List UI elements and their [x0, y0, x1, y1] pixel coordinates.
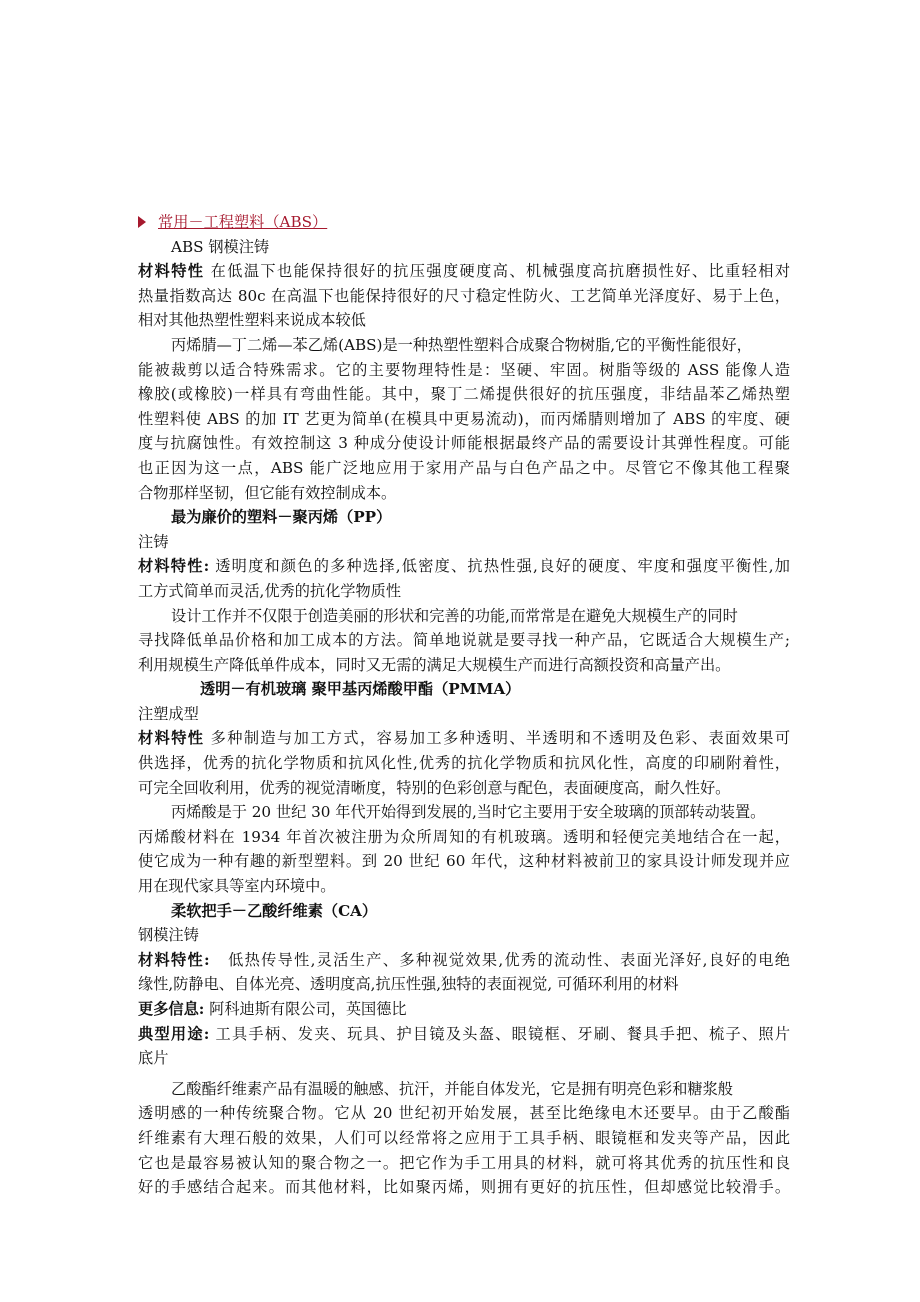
abs-heading-link[interactable]: [138, 210, 790, 235]
pp-props-label: 材料特性:: [138, 557, 210, 576]
ca-more-label: 更多信息:: [138, 1000, 205, 1018]
ca-use-label: 典型用途:: [138, 1024, 210, 1043]
abs-props-line-2: 热量指数高达 80c 在高温下也能保持很好的尺寸稳定性防火、工艺简单光泽度好、易于上色，: [138, 286, 790, 305]
pp-process: 注铸: [138, 532, 169, 551]
pmma-props-label: 材料特性: [138, 729, 205, 748]
ca-props-line-1: 材料特性: 低热传导性,灵活生产、多种视觉效果,优秀的流动性、表面光泽好,良好的电绝: [138, 950, 790, 969]
pp-desc-line-2: 寻找降低单品价格和加工成本的方法。简单地说就是要寻找一种产品，它既适合大规模生产;: [138, 631, 790, 650]
abs-props-line-1: 材料特性 在低温下也能保持很好的抗压强度硬度高、机械强度高抗磨损性好、比重轻相对: [138, 262, 790, 281]
abs-desc-line-1: 丙烯腈—丁二烯—苯乙烯(ABS)是一种热塑性塑料合成聚合物树脂,它的平衡性能很好，: [171, 335, 752, 354]
ca-title: 柔软把手－乙酸纤维素（CA）: [171, 901, 378, 920]
ca-more-line: 更多信息: 阿科迪斯有限公司，英国德比: [138, 1000, 407, 1018]
abs-desc-line-7: 合物那样坚韧，但它能有效控制成本。: [138, 483, 397, 502]
pmma-props-line-1: 材料特性 多种制造与加工方式，容易加工多种透明、半透明和不透明及色彩、表面效果可: [138, 729, 790, 748]
ca-props-line-2: 缘性,防静电、自体光亮、透明度高,抗压性强,独特的表面视觉, 可循环利用的材料: [138, 975, 679, 994]
abs-desc-line-3: 橡胶(或橡胶)一样具有弯曲性能。其中，聚丁二烯提供很好的抗压强度，非结晶苯乙烯热塑: [138, 385, 790, 404]
pp-desc-line-3: 利用规模生产降低单件成本，同时又无需的满足大规模生产而进行高额投资和高量产出。: [138, 655, 731, 674]
pp-desc-line-1: 设计工作并不仅限于创造美丽的形状和完善的功能,而常常是在避免大规模生产的同时: [171, 606, 738, 625]
pmma-desc-line-1: 丙烯酸是于 20 世纪 30 年代开始得到发展的,当时它主要用于安全玻璃的顶部转动装置。: [171, 803, 766, 822]
pmma-props-line-2: 供选择，优秀的抗化学物质和抗风化性,优秀的抗化学物质和抗风化性，高度的印刷附着性，: [138, 754, 790, 773]
document-page: [138, 206, 790, 1200]
bullet-icon: [138, 216, 146, 228]
abs-desc-line-5: 度与抗腐蚀性。有效控制这 3 种成分使设计师能根据最终产品的需要设计其弹性程度。可能: [138, 434, 790, 453]
ca-use-line-1: 典型用途: 工具手柄、发夹、玩具、护目镜及头盔、眼镜框、牙刷、餐具手把、梳子、照片: [138, 1024, 790, 1043]
ca-desc-line-5: 好的手感结合起来。而其他材料，比如聚丙烯，则拥有更好的抗压性，但却感觉比较滑手。: [138, 1178, 790, 1197]
pmma-desc-line-3: 使它成为一种有趣的新型塑料。到 20 世纪 60 年代，这种材料被前卫的家具设计师发现并应: [138, 852, 790, 871]
ca-desc-line-3: 纤维素有大理石般的效果，人们可以经常将之应用于工具手柄、眼镜框和发夹等产品，因此: [138, 1128, 790, 1147]
ca-process: 钢模注铸: [138, 926, 199, 945]
ca-props-label: 材料特性:: [138, 950, 210, 969]
abs-process: ABS 钢模注铸: [171, 237, 270, 256]
abs-props-label: 材料特性: [138, 262, 205, 281]
ca-desc-line-1: 乙酸酯纤维素产品有温暖的触感、抗汗，并能自体发光，它是拥有明亮色彩和糖浆般: [171, 1079, 733, 1098]
pp-props-line-2: 工方式简单而灵活,优秀的抗化学物质性: [138, 581, 402, 600]
abs-desc-line-4: 性塑料使 ABS 的加 IT 艺更为简单(在模具中更易流动)，而丙烯腈则增加了 ABS 的牢度、硬: [138, 409, 790, 428]
pp-props-line-1: 材料特性: 透明度和颜色的多种选择,低密度、抗热性强,良好的硬度、牢度和强度平衡性,加: [138, 557, 790, 576]
ca-use-line-2: 底片: [138, 1049, 169, 1068]
pmma-props-line-3: 可完全回收利用，优秀的视觉清晰度，特别的色彩创意与配色，表面硬度高，耐久性好。: [138, 778, 731, 797]
abs-heading-text[interactable]: 常用－工程塑料（ABS）: [158, 213, 328, 231]
abs-desc-line-2: 能被裁剪以适合特殊需求。它的主要物理特性是：坚硬、牢固。树脂等级的 ASS 能像人造: [138, 360, 790, 379]
pmma-process: 注塑成型: [138, 704, 199, 723]
pmma-desc-line-2: 丙烯酸材料在 1934 年首次被注册为众所周知的有机玻璃。透明和轻便完美地结合在一起，: [138, 827, 790, 846]
ca-desc-line-4: 它也是最容易被认知的聚合物之一。把它作为手工用具的材料，就可将其优秀的抗压性和良: [138, 1153, 790, 1172]
pmma-title: 透明－有机玻璃 聚甲基丙烯酸甲酯（PMMA）: [200, 680, 521, 699]
abs-desc-line-6: 也正因为这一点，ABS 能广泛地应用于家用产品与白色产品之中。尽管它不像其他工程聚: [138, 458, 790, 477]
ca-desc-line-2: 透明感的一种传统聚合物。它从 20 世纪初开始发展，甚至比绝缘电木还要早。由于乙酸酯: [138, 1104, 790, 1123]
pmma-desc-line-4: 用在现代家具等室内环境中。: [138, 877, 336, 896]
pp-title: 最为廉价的塑料－聚丙烯（PP）: [171, 508, 392, 527]
abs-props-line-3: 相对其他热塑性塑料来说成本较低: [138, 311, 366, 330]
